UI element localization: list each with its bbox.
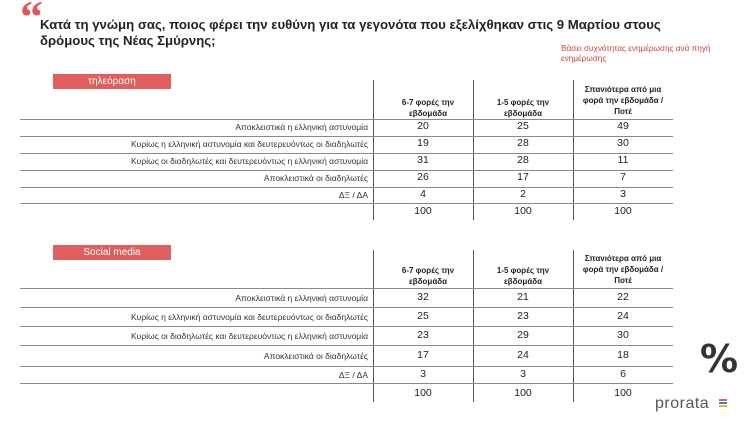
table-cell: 4 <box>420 188 426 200</box>
logo-bar <box>719 402 727 404</box>
row-divider <box>20 153 673 154</box>
table-cell: 18 <box>617 349 629 361</box>
page-title: Κατά τη γνώμη σας, ποιος φέρει την ευθύνη για τα γεγονότα που εξελίχθηκαν στις 9 Μαρτίου στους δρόμους της Νέας Σμύρνης; <box>40 17 661 48</box>
row-divider <box>20 345 673 346</box>
section-tag: τηλεόραση <box>53 74 171 89</box>
row-label: Κυρίως οι διαδηλωτές και δευτερευόντως η ελληνική αστυνομία <box>131 331 368 341</box>
column-header: Σπανιότερα από μια φορά την εβδομάδα / Ποτέ <box>582 254 664 285</box>
logo-bar <box>719 399 727 401</box>
table-cell: 30 <box>617 137 629 149</box>
total-cell: 100 <box>614 387 632 399</box>
table-cell: 6 <box>620 368 626 380</box>
table-cell: 19 <box>417 137 429 149</box>
row-divider <box>20 307 673 308</box>
table-cell: 11 <box>617 154 629 166</box>
table-cell: 31 <box>417 154 429 166</box>
column-header: 6-7 φορές την εβδομάδα <box>401 98 455 118</box>
column-divider <box>373 80 374 220</box>
section-tag: Social media <box>53 245 171 260</box>
table-cell: 3 <box>420 368 426 380</box>
table-cell: 32 <box>417 291 429 303</box>
row-divider <box>20 170 673 171</box>
column-header: 1-5 φορές την εβδομάδα <box>496 266 550 286</box>
total-cell: 100 <box>614 205 632 217</box>
table-cell: 28 <box>517 137 529 149</box>
row-label: Κυρίως η ελληνική αστυνομία και δευτερευόντως οι διαδηλωτές <box>131 139 368 149</box>
column-header: Σπανιότερα από μια φορά την εβδομάδα / Ποτέ <box>582 85 664 116</box>
row-divider <box>20 119 673 120</box>
row-divider <box>20 326 673 327</box>
row-label: ΔΞ / ΔΑ <box>338 190 368 200</box>
table-cell: 24 <box>617 310 629 322</box>
row-divider <box>20 288 673 289</box>
table-cell: 3 <box>520 368 526 380</box>
row-label: Αποκλειστικά οι διαδηλωτές <box>263 173 368 183</box>
percent-logo-icon: % <box>700 337 739 381</box>
total-cell: 100 <box>514 205 532 217</box>
row-divider <box>20 203 673 204</box>
row-label: Κυρίως οι διαδηλωτές και δευτερευόντως η ελληνική αστυνομία <box>131 156 368 166</box>
row-divider <box>20 383 673 384</box>
table-cell: 49 <box>617 120 629 132</box>
frequency-note: Βάσει συχνότητας ενημέρωσης ανά πηγή ενημέρωσης <box>561 44 711 63</box>
table-cell: 28 <box>517 154 529 166</box>
column-divider <box>573 80 574 220</box>
row-label: Αποκλειστικά οι διαδηλωτές <box>263 351 368 361</box>
table-cell: 24 <box>517 349 529 361</box>
column-divider <box>473 80 474 220</box>
column-header: 6-7 φορές την εβδομάδα <box>401 266 455 286</box>
table-cell: 7 <box>620 171 626 183</box>
table-cell: 29 <box>517 329 529 341</box>
prorata-logo: prorata <box>655 395 710 412</box>
table-cell: 25 <box>517 120 529 132</box>
logo-bars-icon <box>719 399 727 410</box>
row-label: Κυρίως η ελληνική αστυνομία και δευτερευόντως οι διαδηλωτές <box>131 312 368 322</box>
table-cell: 25 <box>417 310 429 322</box>
table-cell: 21 <box>517 291 529 303</box>
row-label: Αποκλειστικά η ελληνική αστυνομία <box>235 293 368 303</box>
logo-bar <box>719 405 727 407</box>
table-cell: 30 <box>617 329 629 341</box>
table-cell: 23 <box>417 329 429 341</box>
total-cell: 100 <box>414 205 432 217</box>
row-divider <box>20 136 673 137</box>
row-divider <box>20 187 673 188</box>
row-label: ΔΞ / ΔΑ <box>338 370 368 380</box>
total-cell: 100 <box>414 387 432 399</box>
table-cell: 17 <box>417 349 429 361</box>
total-cell: 100 <box>514 387 532 399</box>
row-divider <box>20 366 673 367</box>
table-cell: 17 <box>517 171 529 183</box>
table-cell: 22 <box>617 291 629 303</box>
table-cell: 2 <box>520 188 526 200</box>
table-cell: 20 <box>417 120 429 132</box>
quote-mark-icon: “ <box>20 0 43 42</box>
column-header: 1-5 φορές την εβδομάδα <box>496 98 550 118</box>
row-label: Αποκλειστικά η ελληνική αστυνομία <box>235 122 368 132</box>
table-cell: 26 <box>417 171 429 183</box>
table-cell: 23 <box>517 310 529 322</box>
table-cell: 3 <box>620 188 626 200</box>
